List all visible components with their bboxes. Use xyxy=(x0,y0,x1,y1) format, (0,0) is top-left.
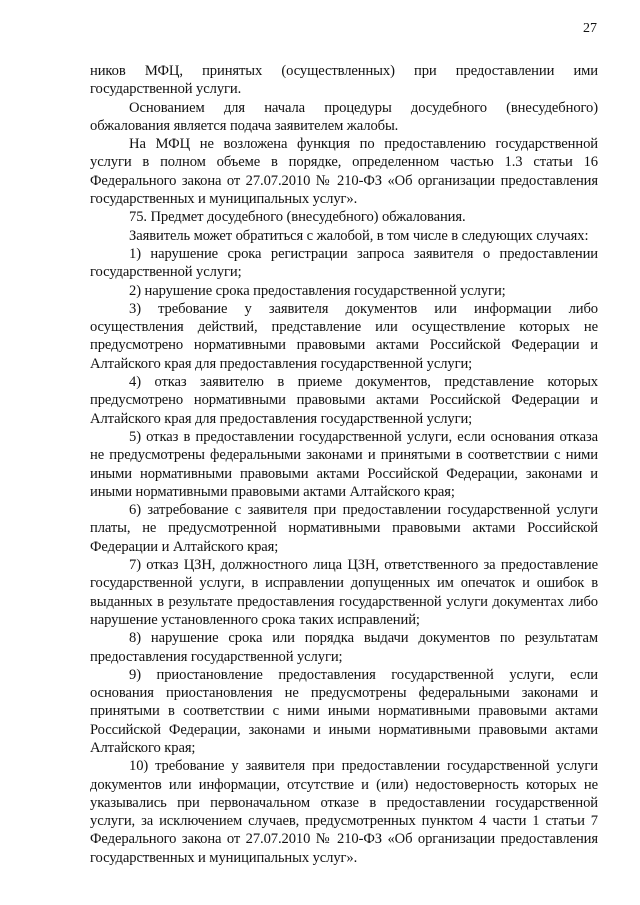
paragraph: Основанием для начала процедуры досудебного (внесудебного) обжалования является подача заявителем жалобы. xyxy=(90,99,598,134)
paragraph-continuation: ников МФЦ, принятых (осуществленных) при предоставлении ими государственной услуги. xyxy=(90,63,598,98)
list-item: 6) затребование с заявителя при предоставлении государственной услуги платы, не предусмотренной нормативными правовыми актами Российской Федерации и Алтайского края; xyxy=(90,502,598,555)
list-item: 1) нарушение срока регистрации запроса заявителя о предоставлении государственной услуги; xyxy=(90,245,598,281)
list-item: 7) отказ ЦЗН, должностного лица ЦЗН, ответственного за предоставление государственной услуги, в исправлении допущенных им опечаток и ошибок в выданных в результате предоставления государственной услуги документах либо нарушение установленного срока таких исправлений; xyxy=(90,557,598,628)
section-heading: 75. Предмет досудебного (внесудебного) обжалования. xyxy=(129,209,466,226)
list-item: 8) нарушение срока или порядка выдачи документов по результатам предоставления государственной услуги; xyxy=(90,630,598,665)
paragraph: На МФЦ не возложена функция по предоставлению государственной услуги в полном объеме в порядке, определенном частью 1.3 статьи 16 Федерального закона от 27.07.2010 № 210-ФЗ «Об организации предоставления государственных и муниципальных услуг». xyxy=(90,136,598,208)
document-body xyxy=(90,62,598,867)
list-item: 5) отказ в предоставлении государственной услуги, если основания отказа не предусмотрены федеральными законами и принятыми в соответствии с ними иными нормативными правовыми актами Российской Федерации, законами и иными нормативными правовыми актами Алтайского края; xyxy=(90,428,598,500)
list-item: 3) требование у заявителя документов или информации либо осуществления действий, представление или осуществление которых не предусмотрено нормативными правовыми актами Российской Федерации и Алтайского края для предоставления государственной услуги; xyxy=(90,300,598,372)
list-item: 4) отказ заявителю в приеме документов, представление которых предусмотрено нормативными правовыми актами Российской Федерации и Алтайского края для предоставления государственной услуги; xyxy=(90,374,598,427)
page-number: 27 xyxy=(583,21,597,36)
list-item: 10) требование у заявителя при предоставлении государственной услуги документов или информации, отсутствие и (или) недостоверность которых не указывались при первоначальном отказе в предоставлении государственной услуги, за исключением случаев, предусмотренных пунктом 4 части 1 статьи 7 Федерального закона от 27.07.2010 № 210-ФЗ «Об организации предоставления государственных и муниципальных услуг». xyxy=(90,758,598,866)
list-item: 2) нарушение срока предоставления государственной услуги; xyxy=(129,282,506,299)
list-item: 9) приостановление предоставления государственной услуги, если основания приостановления не предусмотрены федеральными законами и принятыми в соответствии с ними иными нормативными правовыми актами Российской Федерации, законами и иными нормативными правовыми актами Алтайского края; xyxy=(90,666,598,756)
paragraph: Заявитель может обратиться с жалобой, в том числе в следующих случаях: xyxy=(129,227,589,244)
